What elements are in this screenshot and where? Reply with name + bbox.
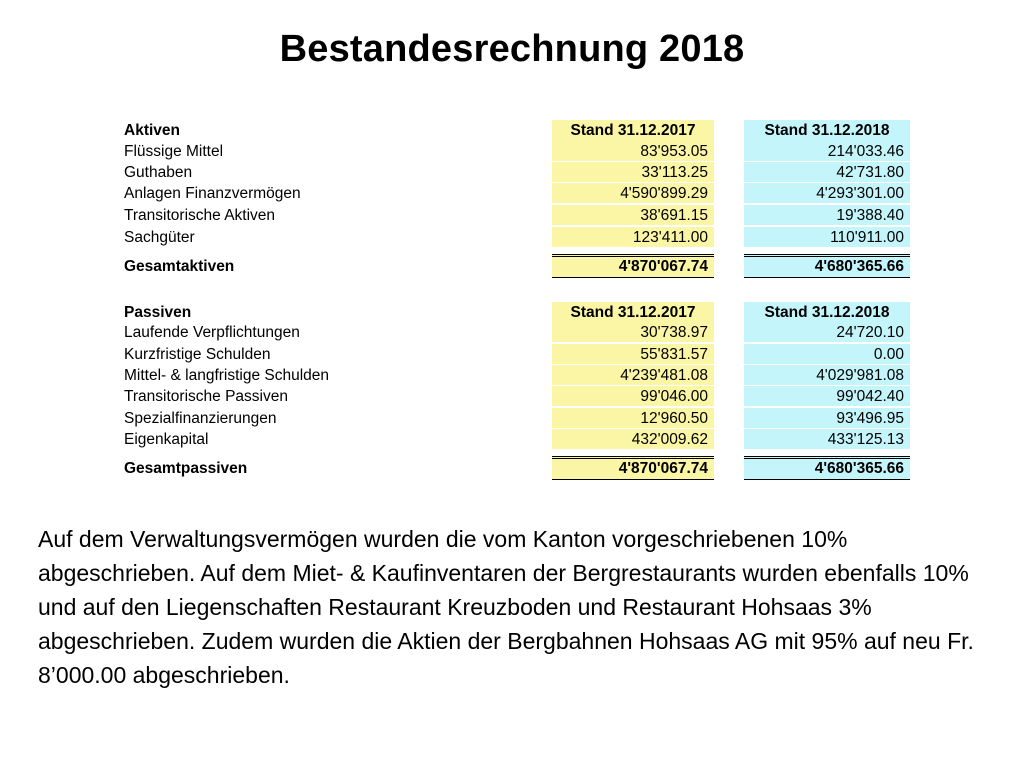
passiven-header: Passiven (124, 304, 192, 321)
value-2017: 123'411.00 (552, 227, 714, 248)
aktiven-header: Aktiven (124, 122, 180, 139)
column-header-2018: Stand 31.12.2018 (744, 120, 910, 141)
description-paragraph: Auf dem Verwaltungsvermögen wurden die vom Kanton vorgeschriebenen 10% abgeschrieben. Auf dem Miet- & Kaufinventaren der Bergrestaurants wurden ebenfalls 10% und auf den Liegenschaften Restaurant Kreuzboden und Restaurant Hohsaas 3% abgeschrieben. Zudem wurden die Aktien der Bergbahnen Hohsaas AG mit 95% auf neu Fr. 8’000.00 abgeschrieben. (38, 526, 974, 688)
table-row (122, 183, 912, 204)
table-row (122, 205, 912, 226)
table-row (122, 408, 912, 429)
value-2018: 19'388.40 (744, 205, 910, 226)
passiven-header-row (122, 302, 912, 323)
column-header-2017: Stand 31.12.2017 (552, 302, 714, 323)
value-2018: 4'029'981.08 (744, 365, 910, 386)
table-row (122, 227, 912, 248)
value-2017: 83'953.05 (552, 141, 714, 162)
row-label: Transitorische Aktiven (124, 207, 276, 224)
total-2018: 4'680'365.66 (744, 456, 910, 480)
row-label: Flüssige Mittel (124, 143, 224, 160)
row-label: Eigenkapital (124, 431, 209, 448)
value-2017: 33'113.25 (552, 162, 714, 183)
value-2017: 4'590'899.29 (552, 183, 714, 204)
table-row (122, 429, 912, 450)
table-row (122, 162, 912, 183)
value-2017: 38'691.15 (552, 205, 714, 226)
page-title: Bestandesrechnung 2018 (279, 28, 745, 70)
row-label: Mittel- & langfristige Schulden (124, 367, 330, 384)
total-2018: 4'680'365.66 (744, 254, 910, 278)
total-2017: 4'870'067.74 (552, 456, 714, 480)
row-label: Anlagen Finanzvermögen (124, 185, 301, 202)
value-2017: 55'831.57 (552, 344, 714, 365)
value-2017: 99'046.00 (552, 386, 714, 407)
value-2018: 433'125.13 (744, 429, 910, 450)
value-2017: 30'738.97 (552, 322, 714, 343)
value-2018: 42'731.80 (744, 162, 910, 183)
value-2017: 4'239'481.08 (552, 365, 714, 386)
value-2018: 110'911.00 (744, 227, 910, 248)
row-label: Transitorische Passiven (124, 388, 288, 405)
table-row (122, 344, 912, 365)
total-2017: 4'870'067.74 (552, 254, 714, 278)
total-label: Gesamtaktiven (124, 258, 235, 275)
row-label: Sachgüter (124, 229, 195, 246)
total-row (122, 254, 912, 275)
total-label: Gesamtpassiven (124, 460, 248, 477)
column-header-2017: Stand 31.12.2017 (552, 120, 714, 141)
value-2017: 432'009.62 (552, 429, 714, 450)
table-row (122, 386, 912, 407)
value-2018: 99'042.40 (744, 386, 910, 407)
row-label: Spezialfinanzierungen (124, 410, 277, 427)
aktiven-header-row (122, 120, 912, 141)
value-2018: 93'496.95 (744, 408, 910, 429)
value-2018: 0.00 (744, 344, 910, 365)
table-row (122, 141, 912, 162)
value-2018: 4'293'301.00 (744, 183, 910, 204)
value-2017: 12'960.50 (552, 408, 714, 429)
column-header-2018: Stand 31.12.2018 (744, 302, 910, 323)
value-2018: 214'033.46 (744, 141, 910, 162)
row-label: Kurzfristige Schulden (124, 346, 271, 363)
table-row (122, 365, 912, 386)
total-row (122, 456, 912, 477)
row-label: Laufende Verpflichtungen (124, 324, 300, 341)
value-2018: 24'720.10 (744, 322, 910, 343)
table-row (122, 322, 912, 343)
row-label: Guthaben (124, 164, 193, 181)
